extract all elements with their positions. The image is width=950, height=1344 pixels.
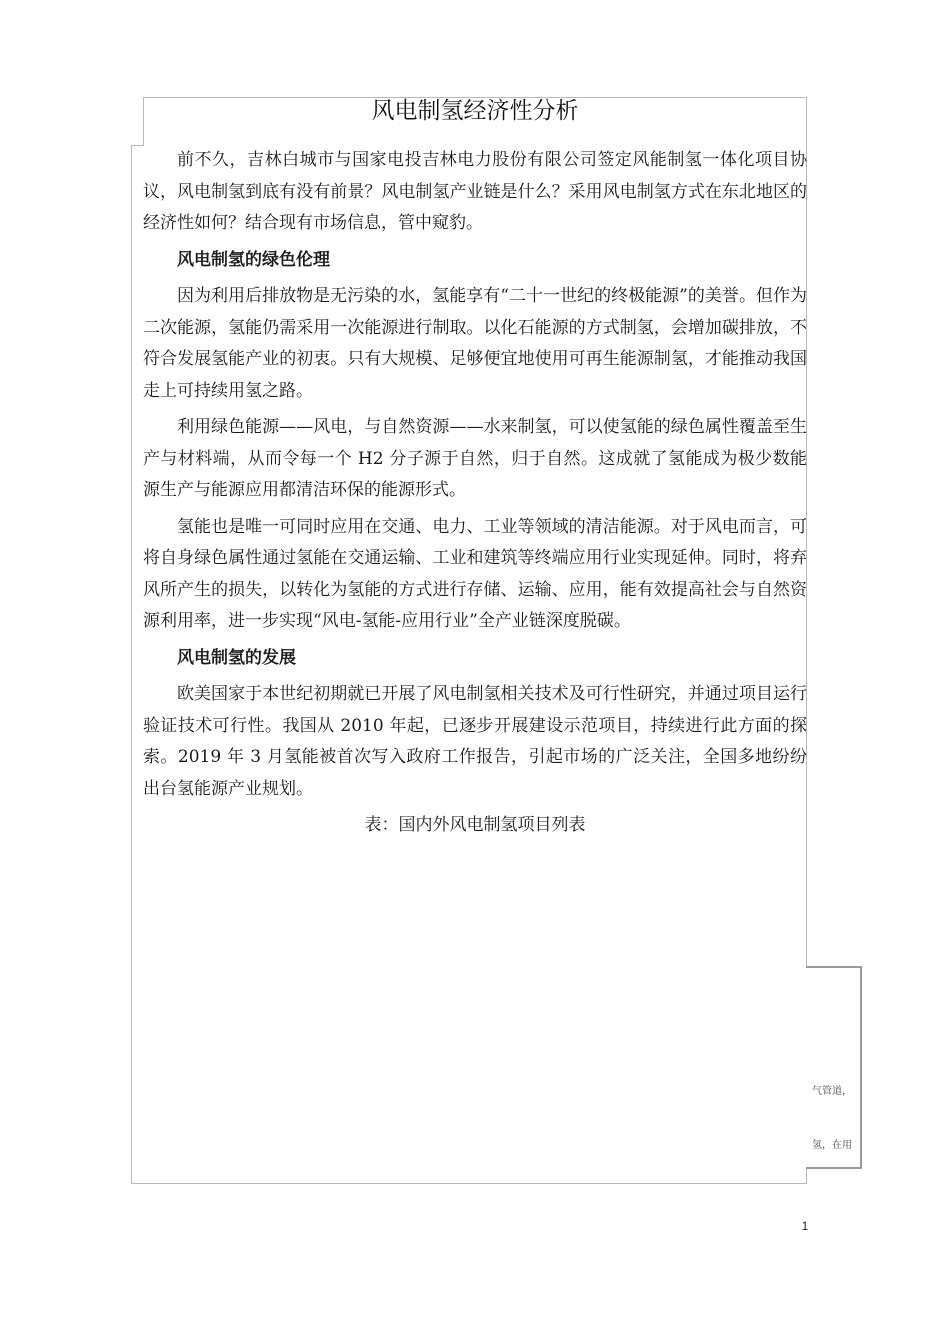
section-heading-development: 风电制氢的发展 [177, 647, 296, 668]
embedded-table-image [806, 966, 862, 1169]
document-body [143, 145, 807, 847]
paragraph: 利用绿色能源——风电，与自然资源——水来制氢，可以使氢能的绿色属性覆盖至生产与材料端，从而令每一个 H2 分子源于自然，归于自然。这成就了氢能成为极少数能源生产与能源应用都清洁环保的能源形式。 [143, 417, 807, 500]
frame-bottom-line [131, 1183, 807, 1184]
paragraph-intro: 前不久，吉林白城市与国家电投吉林电力股份有限公司签定风能制氢一体化项目协议，风电制氢到底有没有前景？风电制氢产业链是什么？采用风电制氢方式在东北地区的经济性如何？结合现有市场信息，管中窥豹。 [143, 150, 807, 233]
section-heading-green-ethics: 风电制氢的绿色伦理 [177, 249, 330, 270]
page-number: 1 [801, 1219, 809, 1233]
table-fragment-text: 氢，在用 [812, 1140, 852, 1151]
document-title: 风电制氢经济性分析 [371, 98, 579, 124]
paragraph: 欧美国家于本世纪初期就已开展了风电制氢相关技术及可行性研究，并通过项目运行验证技术可行性。我国从 2010 年起，已逐步开展建设示范项目，持续进行此方面的探索。2019 年 3 月氢能被首次写入政府工作报告，引起市场的广泛关注，全国多地纷纷出台氢能源产业规划。 [143, 684, 807, 799]
frame-left-line [131, 145, 132, 1183]
paragraph: 氢能也是唯一可同时应用在交通、电力、工业等领域的清洁能源。对于风电而言，可将自身绿色属性通过氢能在交通运输、工业和建筑等终端应用行业实现延伸。同时，将弃风所产生的损失，以转化为氢能的方式进行存储、运输、应用，能有效提高社会与自然资源利用率，进一步实现“风电-氢能-应用行业”全产业链深度脱碳。 [143, 516, 807, 631]
table-fragment-text: 气管道， [812, 1086, 852, 1097]
paragraph: 因为利用后排放物是无污染的水，氢能享有“二十一世纪的终极能源”的美誉。但作为二次能源，氢能仍需采用一次能源进行制取。以化石能源的方式制氢，会增加碳排放，不符合发展氢能产业的初衷。只有大规模、足够便宜地使用可再生能源制氢，才能推动我国走上可持续用氢之路。 [143, 286, 807, 401]
table-caption: 表：国内外风电制氢项目列表 [364, 815, 586, 835]
